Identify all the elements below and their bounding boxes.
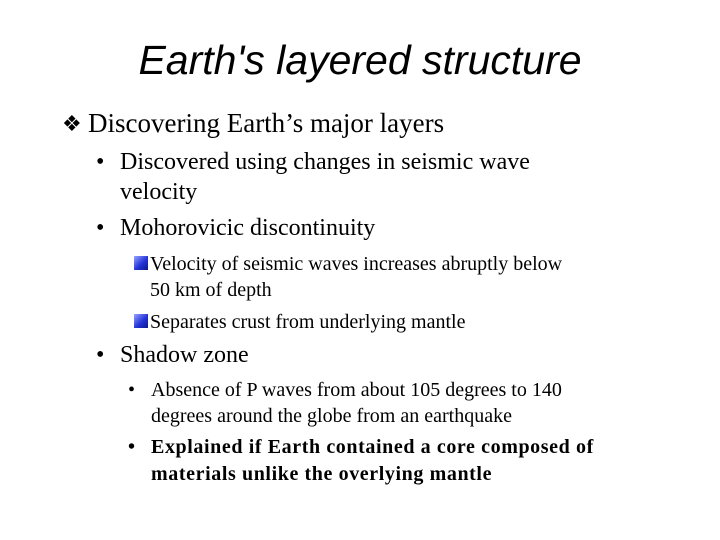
bullet-text-line: Discovered using changes in seismic wave	[120, 149, 530, 175]
bullet-text: Shadow zone	[120, 342, 249, 368]
heading-bullet	[62, 106, 444, 141]
bullet-dot-icon: •	[96, 342, 105, 368]
sub-bullet-text-line: Absence of P waves from about 105 degrees to 140	[151, 379, 562, 401]
bullet-text: Mohorovicic discontinuity	[120, 215, 376, 241]
sub-bullet-text-line: Explained if Earth contained a core composed of	[151, 436, 594, 458]
sub-bullet-text-line: Velocity of seismic waves increases abruptly below	[150, 253, 563, 275]
bullet-dot-icon: •	[96, 215, 105, 241]
sub-bullet-text-line: 50 km of depth	[150, 279, 272, 301]
square-bullet-icon	[134, 314, 148, 328]
bullet-dot-icon: •	[128, 379, 136, 401]
bullet-text-line: velocity	[120, 179, 198, 205]
square-bullet-icon	[134, 256, 148, 270]
bullet-dot-icon: •	[128, 436, 136, 458]
diamond-bullet-icon: ❖	[62, 111, 82, 136]
sub-bullet-text-line: materials unlike the overlying mantle	[151, 463, 493, 485]
slide-title: Earth's layered structure	[138, 37, 582, 83]
sub-bullet-text-line: degrees around the globe from an earthquake	[151, 405, 512, 427]
sub-bullet-text-line: Separates crust from underlying mantle	[150, 311, 466, 333]
heading-text: Discovering Earth’s major layers	[88, 108, 445, 138]
bullet-dot-icon: •	[96, 149, 105, 175]
